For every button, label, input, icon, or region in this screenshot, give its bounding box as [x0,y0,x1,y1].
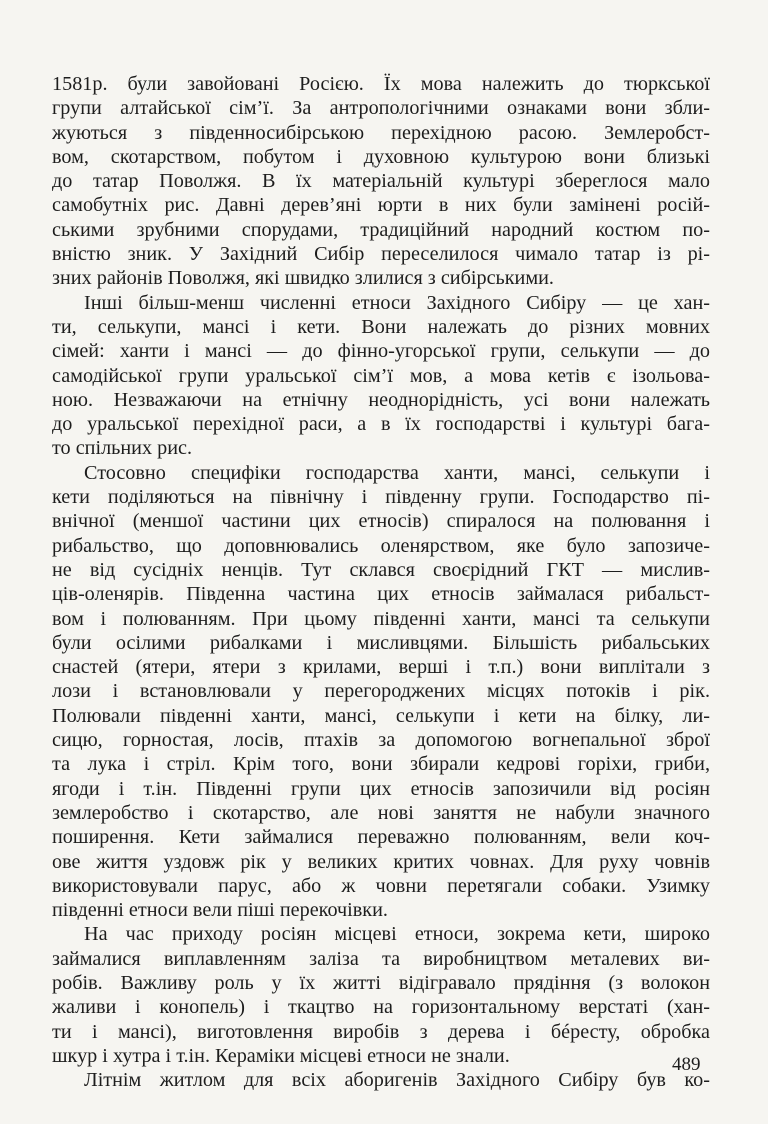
text-line: ягоди і т.ін. Південні групи цих етносів запозичили від росіян [52,777,710,800]
text-line: та лука і стріл. Крім того, вони збирали кедрові горіхи, гриби, [52,753,710,776]
paragraph-2 [52,291,710,461]
text-line: займалися виплавленням заліза та виробництвом металевих ви- [52,947,710,970]
text-line: вом, скотарством, побутом і духовною культурою вони близькі [52,145,710,168]
text-line: до уральської перехідної раси, а в їх господарстві і культурі бага- [52,413,710,436]
text-line: південні етноси вели піші перекочівки. [52,899,388,922]
text-line: самобутніх рис. Давні дерев’яні юрти в них були замінені росій- [52,194,710,217]
text-line: групи алтайської сім’ї. За антропологічними ознаками вони збли- [52,97,710,120]
page-number: 489 [672,1054,701,1075]
text-line: ти і мансі), виготовлення виробів з дерева і бéресту, обробка [52,1020,710,1043]
text-line: ове життя уздовж рік у великих критих човнах. Для руху човнів [52,850,710,873]
text-line: Інші більш-менш численні етноси Західного Сибіру — це хан- [84,291,710,314]
text-line: Стосовно специфіки господарства ханти, мансі, селькупи і [84,461,710,484]
text-line: жаливи і конопель) і ткацтво на горизонтальному верстаті (хан- [52,996,710,1019]
text-line: зних районів Поволжя, які швидко злилися з сибірськими. [52,267,554,290]
text-line: рибальство, що доповнювались оленярством, яке було запозиче- [52,534,710,557]
text-line: поширення. Кети займалися переважно полюванням, вели коч- [52,826,710,849]
text-line: до татар Поволжя. В їх матеріальній культурі збереглося мало [52,170,710,193]
paragraph-1 [52,72,710,291]
text-line: Полювали південні ханти, мансі, селькупи і кети на білку, ли- [52,704,710,727]
text-line: снастей (ятери, ятери з крилами, верші і т.п.) вони виплітали з [52,656,710,679]
text-line: шкур і хутра і т.ін. Кераміки місцеві етноси не знали. [52,1044,510,1067]
text-line: використовували парус, або ж човни перетягали собаки. Узимку [52,874,710,897]
text-line: лози і встановлювали у перегороджених місцях потоків і рік. [52,680,710,703]
text-line: землеробство і скотарство, але нові заняття не набули значного [52,801,710,824]
text-line: На час приходу росіян місцеві етноси, зокрема кети, широко [84,923,710,946]
text-line: вом і полюванням. При цьому південні ханти, мансі та селькупи [52,607,710,630]
text-line: не від сусідніх ненців. Тут склався своєрідний ГКТ — мислив- [52,558,710,581]
page-text [52,72,710,1092]
text-line: самодійської групи уральської сім’ї мов, а мова кетів є ізольова- [52,364,710,387]
text-line: ців-оленярів. Південна частина цих етносів займалася рибальст- [52,583,710,606]
text-line: ськими зрубними спорудами, традиційний народний костюм по- [52,218,710,241]
text-line: сицю, горностая, лосів, птахів за допомогою вогнепальної зброї [52,729,710,752]
text-line: кети поділяються на північну і південну групи. Господарство пі- [52,486,710,509]
text-line: 1581р. були завойовані Росією. Їх мова належить до тюркської [52,73,710,95]
paragraph-3 [52,461,710,923]
text-line: жуються з південносибірською перехідною расою. Землеробст- [52,121,710,144]
text-line: вністю зник. У Західний Сибір переселилося чимало татар із рі- [52,243,710,266]
text-line: були осілими рибалками і мисливцями. Більшість рибальських [52,631,710,654]
text-line: внічної (меншої частини цих етносів) спиралося на полювання і [52,510,710,533]
paragraph-4 [52,922,710,1068]
paragraph-5 [52,1068,710,1092]
text-line: сімей: ханти і мансі — до фінно-угорської групи, селькупи — до [52,340,710,363]
text-line: ною. Незважаючи на етнічну неоднорідність, усі вони належать [52,388,710,411]
text-line: то спільних рис. [52,437,193,460]
text-line: Літнім житлом для всіх аборигенів Західного Сибіру був ко- [84,1069,710,1092]
text-line: ти, селькупи, мансі і кети. Вони належать до різних мовних [52,315,710,338]
text-line: робів. Важливу роль у їх житті відігравало прядіння (з волокон [52,971,710,994]
